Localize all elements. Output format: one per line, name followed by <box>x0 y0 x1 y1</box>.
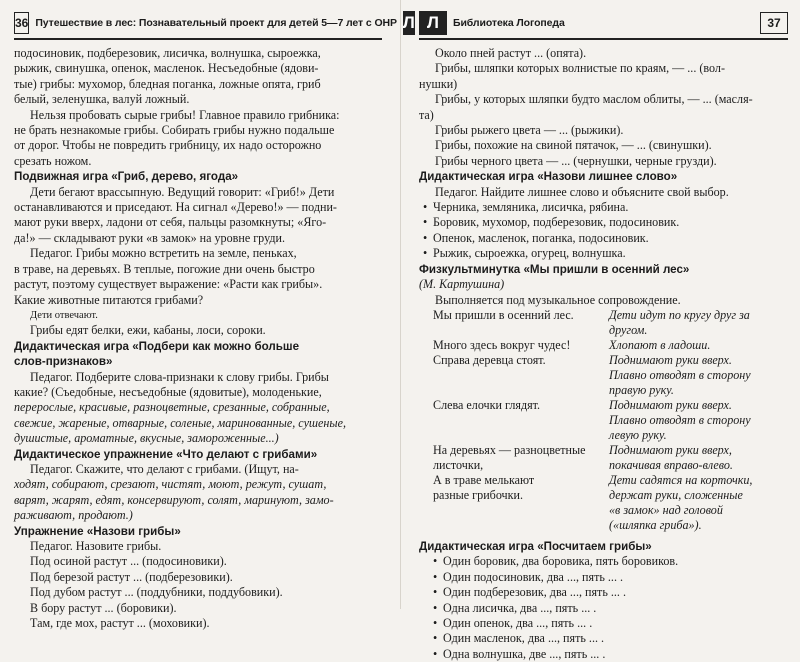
text-line: какие? (Съедобные, несъедобные (ядовитые), молоденькие, <box>14 384 322 399</box>
left-page-header <box>14 8 415 40</box>
text-line: растут, поэтому существует выражение: «Расти как грибы». <box>14 277 323 292</box>
poem-line: А в траве мелькают <box>433 472 535 487</box>
poem-line <box>433 323 603 338</box>
text-line: Дети бегают врассыпную. Ведущий говорит: «Гриб!» Дети <box>30 184 335 199</box>
list-item: • Черника, земляника, лисичка, рябина. <box>433 200 788 215</box>
text-line: тые) грибы: мухомор, бледная поганка, ложные опята, гриб <box>14 76 321 91</box>
text-line: варят, жарят, едят, консервируют, солят, маринуют, замо- <box>14 492 334 507</box>
poem-line <box>433 413 603 428</box>
text-line: Грибы черного цвета — ... (чернушки, черные грузди). <box>435 153 717 168</box>
left-page-text <box>14 46 382 631</box>
text-line: Грибы, у которых шляпки будто маслом облиты, — ... (масля- <box>435 92 753 107</box>
movement-instruction: Дети садятся на корточки, <box>609 472 753 487</box>
section-heading: Дидактическая игра «Посчитаем грибы» <box>419 539 652 553</box>
text-line: та) <box>419 107 434 122</box>
movement-instruction: другом. <box>609 322 648 337</box>
running-title: Путешествие в лес: Познавательный проект для детей 5—7 лет с ОНР <box>35 17 397 29</box>
movement-instruction: Дети идут по кругу друг за <box>609 307 750 322</box>
text-line: душистые, ароматные, вкусные, замороженные...) <box>14 431 279 446</box>
poem-line: На деревьях — разноцветные <box>433 442 586 457</box>
movement-instruction: Хлопают в ладоши. <box>609 337 711 352</box>
movement-instruction: Поднимают руки вверх. <box>609 352 732 367</box>
page-number: 36 <box>14 12 29 34</box>
movement-instruction: «в замок» над головой <box>609 502 723 517</box>
movement-instruction: держат руки, сложенные <box>609 487 743 502</box>
right-top-text <box>419 46 788 200</box>
list-item: • Боровик, мухомор, подберезовик, подосиновик. <box>433 215 788 230</box>
section-heading: слов-признаков» <box>14 355 113 369</box>
movement-instruction: Плавно отводят в сторону <box>609 367 751 382</box>
movement-instruction: Поднимают руки вверх. <box>609 397 732 412</box>
poem-line: разные грибочки. <box>433 487 524 502</box>
list-item: • Один подберезовик, два ..., пять ... . <box>443 585 788 600</box>
text-line: Под осиной растут ... (подосиновики). <box>30 554 227 569</box>
list-item: • Одна лисичка, два ..., пять ... . <box>443 601 788 616</box>
right-page-header <box>419 8 788 40</box>
text-line: перерослые, красивые, разноцветные, срезанные, собранные, <box>14 400 330 415</box>
odd-word-list <box>419 200 788 262</box>
text-line: подосиновик, подберезовик, лисичка, волнушка, сыроежка, <box>14 46 321 60</box>
poem-line <box>433 368 603 383</box>
movement-instruction: Плавно отводят в сторону <box>609 412 751 427</box>
text-line: срезать ножом. <box>14 153 92 168</box>
text-line: Там, где мох, растут ... (моховики). <box>30 616 210 631</box>
list-item: • Один боровик, два боровика, пять боровиков. <box>443 554 788 569</box>
poem-line: листочки, <box>433 457 484 472</box>
text-line: Нельзя пробовать сырые грибы! Главное правило грибника: <box>30 107 340 122</box>
text-line: Грибы, шляпки которых волнистые по краям, — ... (вол- <box>435 61 725 76</box>
poem-author: (М. Картушина) <box>419 277 505 292</box>
list-item: • Один масленок, два ..., пять ... . <box>443 631 788 646</box>
text-line: Педагог. Найдите лишнее слово и объясните свой выбор. <box>435 184 729 199</box>
text-line: Педагог. Грибы можно встретить на земле, пеньках, <box>30 246 297 261</box>
text-line: нушки) <box>419 76 458 91</box>
list-item: • Одна волнушка, две ..., пять ... . <box>443 647 788 662</box>
text-line: Грибы рыжего цвета — ... (рыжики). <box>435 123 624 138</box>
text-line: раживают, продают.) <box>14 508 133 523</box>
text-line: не брать незнакомые грибы. Собирать грибы нужно подальше <box>14 123 335 138</box>
text-line: Под березой растут ... (подберезовики). <box>30 569 233 584</box>
movement-instruction: («шляпка гриба»). <box>609 517 702 532</box>
section-heading: Подвижная игра «Гриб, дерево, ягода» <box>14 170 239 184</box>
section-heading: Дидактическая игра «Подбери как можно больше <box>14 339 300 353</box>
text-line: Под дубом растут ... (поддубники, поддубовики). <box>30 585 283 600</box>
poem-line <box>433 383 603 398</box>
text-line: от дорог. Чтобы не повредить грибницу, их надо осторожно <box>14 138 322 153</box>
text-line: Педагог. Подберите слова-признаки к слову грибы. Грибы <box>30 369 329 384</box>
movement-instruction: покачивая вправо-влево. <box>609 457 733 472</box>
text-line: В бору растут ... (боровики). <box>30 600 177 615</box>
text-line: рыжик, свинушка, опенок, масленок. Несъедобные (ядови- <box>14 61 319 76</box>
text-line: белый, зеленушка, валуй ложный. <box>14 92 190 107</box>
text-line: Грибы едят белки, ежи, кабаны, лоси, сороки. <box>30 323 266 338</box>
poem-intro: Выполняется под музыкальное сопровождение. <box>435 292 681 307</box>
list-item: • Один подосиновик, два ..., пять ... . <box>443 570 788 585</box>
poem-line: Мы пришли в осенний лес. <box>433 307 574 322</box>
text-line: да!» — складывают руки «в замок» на уровне груди. <box>14 230 285 245</box>
movement-instruction: правую руку. <box>609 382 674 397</box>
count-mushrooms-list <box>419 554 788 662</box>
text-line: Какие животные питаются грибами? <box>14 292 204 307</box>
text-line: в траве, на деревьях. В теплые, погожие дни очень быстро <box>14 261 315 276</box>
text-line: Педагог. Скажите, что делают с грибами. (Ищут, на- <box>30 461 299 476</box>
movement-instruction: левую руку. <box>609 427 667 442</box>
text-line: Дети отвечают. <box>30 309 98 321</box>
right-page-text <box>419 46 788 662</box>
poem-line <box>433 428 603 443</box>
text-line: мают руки вверх, ладони от себя, пальцы разомкнуты; «Яго- <box>14 215 327 230</box>
text-line: ходят, собирают, срезают, чистят, моют, режут, сушат, <box>14 477 327 492</box>
list-item: • Рыжик, сыроежка, огурец, волнушка. <box>433 246 788 261</box>
text-line: Грибы, похожие на свиной пятачок, — ... (свинушки). <box>435 138 712 153</box>
poem-table <box>433 308 788 533</box>
poem-line: Справа деревца стоят. <box>433 352 546 367</box>
section-heading: Дидактическое упражнение «Что делают с грибами» <box>14 447 318 461</box>
list-item: • Один опенок, два ..., пять ... . <box>443 616 788 631</box>
publisher-logo: Л <box>403 11 415 35</box>
page-number: 37 <box>760 12 788 34</box>
text-line: свежие, жареные, отварные, соленые, маринованные, сушеные, <box>14 415 347 430</box>
right-page <box>400 0 800 661</box>
section-heading: Упражнение «Назови грибы» <box>14 524 181 538</box>
movement-instruction: Поднимают руки вверх, <box>609 442 732 457</box>
running-title: Библиотека Логопеда <box>453 17 565 29</box>
left-page <box>0 0 415 631</box>
poem-line <box>433 518 603 533</box>
section-heading: Физкультминутка «Мы пришли в осенний лес» <box>419 262 690 276</box>
text-line: останавливаются и приседают. На сигнал «Дерево!» — подни- <box>14 200 337 215</box>
poem-line <box>433 503 603 518</box>
text-line: Педагог. Назовите грибы. <box>30 539 162 553</box>
text-line: Около пней растут ... (опята). <box>435 46 587 60</box>
poem-line: Слева елочки глядят. <box>433 397 541 412</box>
section-heading: Дидактическая игра «Назови лишнее слово» <box>419 170 678 184</box>
poem-line: Много здесь вокруг чудес! <box>433 337 571 352</box>
list-item: • Опенок, масленок, поганка, подосиновик. <box>433 231 788 246</box>
publisher-logo: Л <box>419 11 447 35</box>
